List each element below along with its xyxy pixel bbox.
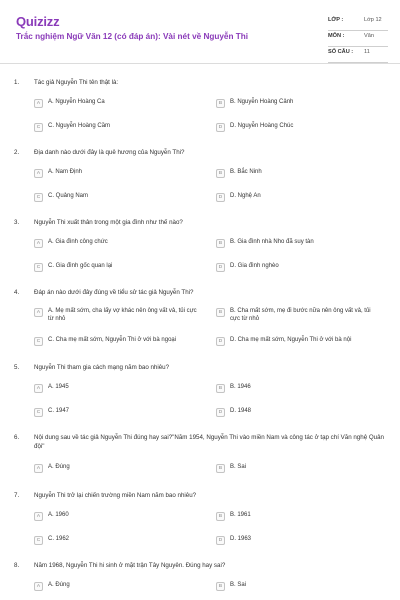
- meta-subject-key: MÔN :: [328, 33, 345, 39]
- option-letter-box: C: [34, 123, 43, 132]
- option-text: C. 1962: [48, 536, 70, 542]
- option-letter-box: A: [34, 384, 43, 393]
- option-d[interactable]: [216, 123, 380, 132]
- option-letter-box: C: [34, 193, 43, 202]
- quizizz-logo: Quizizz: [16, 14, 60, 29]
- option-text: B. Gia đình nhà Nho đã suy tàn: [230, 239, 314, 245]
- option-c[interactable]: [34, 123, 198, 132]
- question-text: Tác giả Nguyễn Thi tên thật là:: [34, 79, 119, 86]
- option-text: A. 1960: [48, 512, 69, 518]
- option-letter-box: A: [34, 239, 43, 248]
- question-number: 4.: [14, 289, 20, 296]
- option-text: B. 1946: [230, 384, 251, 390]
- option-a[interactable]: [34, 239, 198, 248]
- option-b[interactable]: [216, 169, 380, 178]
- option-b[interactable]: [216, 308, 380, 324]
- meta-count-value: 11: [364, 49, 370, 55]
- option-d[interactable]: [216, 536, 380, 545]
- option-letter-box: A: [34, 169, 43, 178]
- option-letter-box: D: [216, 408, 225, 417]
- option-letter-box: B: [216, 169, 225, 178]
- option-text: D. 1963: [230, 536, 252, 542]
- option-text: B. Bắc Ninh: [230, 169, 262, 175]
- option-text: B. Sai: [230, 464, 247, 470]
- option-d[interactable]: [216, 193, 380, 202]
- option-b[interactable]: [216, 384, 380, 393]
- option-a[interactable]: [34, 308, 198, 324]
- meta-class-value: Lớp 12: [364, 17, 382, 23]
- option-text: B. 1961: [230, 512, 251, 518]
- option-text: B. Sai: [230, 582, 247, 588]
- option-a[interactable]: [34, 464, 198, 473]
- meta-count-row: [328, 47, 388, 63]
- option-c[interactable]: [34, 193, 198, 202]
- option-letter-box: D: [216, 193, 225, 202]
- option-text: C. Quảng Nam: [48, 193, 89, 199]
- meta-class-row: [328, 15, 388, 31]
- option-text: B. Cha mất sớm, mẹ đi bước nữa nên ông vất vả, tủi cực từ nhỏ: [230, 308, 371, 322]
- question-number: 3.: [14, 219, 20, 226]
- option-a[interactable]: [34, 99, 198, 108]
- question-text: Năm 1968, Nguyễn Thi hi sinh ở mặt trận Tây Nguyên. Đúng hay sai?: [34, 562, 226, 569]
- option-letter-box: A: [34, 582, 43, 591]
- option-letter-box: B: [216, 384, 225, 393]
- option-c[interactable]: [34, 337, 198, 346]
- option-letter-box: B: [216, 582, 225, 591]
- question-number: 1.: [14, 79, 20, 86]
- question-text: Đáp án nào dưới đây đúng về tiểu sử tác giả Nguyễn Thi?: [34, 289, 194, 296]
- option-b[interactable]: [216, 464, 380, 473]
- option-letter-box: A: [34, 308, 43, 317]
- meta-subject-row: [328, 31, 388, 47]
- option-text: D. Nghệ An: [230, 193, 261, 199]
- question-text: Nguyễn Thi xuất thân trong một gia đình như thế nào?: [34, 219, 183, 226]
- option-text: A. Đúng: [48, 464, 70, 470]
- question-text: Nguyễn Thi tham gia cách mạng năm bao nhiêu?: [34, 364, 170, 371]
- worksheet-meta: [328, 15, 388, 63]
- option-text: D. Cha mẹ mất sớm, Nguyễn Thi ở với bà nội: [230, 337, 352, 343]
- option-text: B. Nguyễn Hoàng Cảnh: [230, 99, 294, 105]
- question-number: 8.: [14, 562, 20, 569]
- option-letter-box: A: [34, 512, 43, 521]
- option-b[interactable]: [216, 512, 380, 521]
- option-c[interactable]: [34, 536, 198, 545]
- option-b[interactable]: [216, 99, 380, 108]
- option-letter-box: C: [34, 408, 43, 417]
- option-letter-box: B: [216, 99, 225, 108]
- option-letter-box: D: [216, 337, 225, 346]
- option-a[interactable]: [34, 169, 198, 178]
- question-number: 2.: [14, 149, 20, 156]
- option-letter-box: A: [34, 99, 43, 108]
- option-letter-box: D: [216, 263, 225, 272]
- option-text: D. 1948: [230, 408, 252, 414]
- option-text: C. Nguyễn Hoàng Cầm: [48, 123, 111, 129]
- question-number: 7.: [14, 492, 20, 499]
- option-letter-box: A: [34, 464, 43, 473]
- question-number: 5.: [14, 364, 20, 371]
- option-letter-box: C: [34, 263, 43, 272]
- option-c[interactable]: [34, 408, 198, 417]
- question-text: Nguyễn Thi trở lại chiến trường miền Nam năm bao nhiêu?: [34, 492, 197, 499]
- option-letter-box: B: [216, 308, 225, 317]
- option-text: D. Gia đình nghèo: [230, 263, 279, 269]
- option-text: C. 1947: [48, 408, 70, 414]
- option-a[interactable]: [34, 582, 198, 591]
- header-divider: [0, 63, 400, 64]
- option-d[interactable]: [216, 263, 380, 272]
- option-text: C. Gia đình gốc quan lại: [48, 263, 113, 269]
- option-c[interactable]: [34, 263, 198, 272]
- option-d[interactable]: [216, 337, 380, 346]
- question-text: Nội dung sau về tác giả Nguyễn Thi đúng hay sai?"Năm 1954, Nguyễn Thi vào miền Nam và công tác ở tạp chí Văn nghệ Quân đội": [34, 434, 384, 450]
- option-text: A. Đúng: [48, 582, 70, 588]
- worksheet-title: Trắc nghiệm Ngữ Văn 12 (có đáp án): Vài nét về Nguyễn Thi: [16, 32, 249, 41]
- option-text: A. 1945: [48, 384, 69, 390]
- option-text: D. Nguyễn Hoàng Chúc: [230, 123, 294, 129]
- option-text: A. Nam Định: [48, 169, 83, 175]
- option-letter-box: C: [34, 337, 43, 346]
- option-letter-box: D: [216, 123, 225, 132]
- option-text: C. Cha mẹ mất sớm, Nguyễn Thi ở với bà ngoại: [48, 337, 177, 343]
- meta-subject-value: Văn: [364, 33, 374, 39]
- option-a[interactable]: [34, 384, 198, 393]
- option-letter-box: B: [216, 512, 225, 521]
- question-number: 6.: [14, 434, 20, 441]
- meta-class-key: LỚP :: [328, 17, 344, 23]
- option-letter-box: C: [34, 536, 43, 545]
- option-a[interactable]: [34, 512, 198, 521]
- option-letter-box: D: [216, 536, 225, 545]
- option-letter-box: B: [216, 464, 225, 473]
- option-d[interactable]: [216, 408, 380, 417]
- question-text: Địa danh nào dưới đây là quê hương của Nguyễn Thi?: [34, 149, 185, 156]
- option-b[interactable]: [216, 582, 380, 591]
- option-text: A. Mẹ mất sớm, cha lấy vợ khác nên ông vất vả, tủi cực từ nhỏ: [48, 308, 197, 322]
- option-b[interactable]: [216, 239, 380, 248]
- option-text: A. Gia đình công chức: [48, 239, 108, 245]
- option-letter-box: B: [216, 239, 225, 248]
- option-text: A. Nguyễn Hoàng Ca: [48, 99, 105, 105]
- meta-count-key: SỐ CÂU :: [328, 49, 354, 55]
